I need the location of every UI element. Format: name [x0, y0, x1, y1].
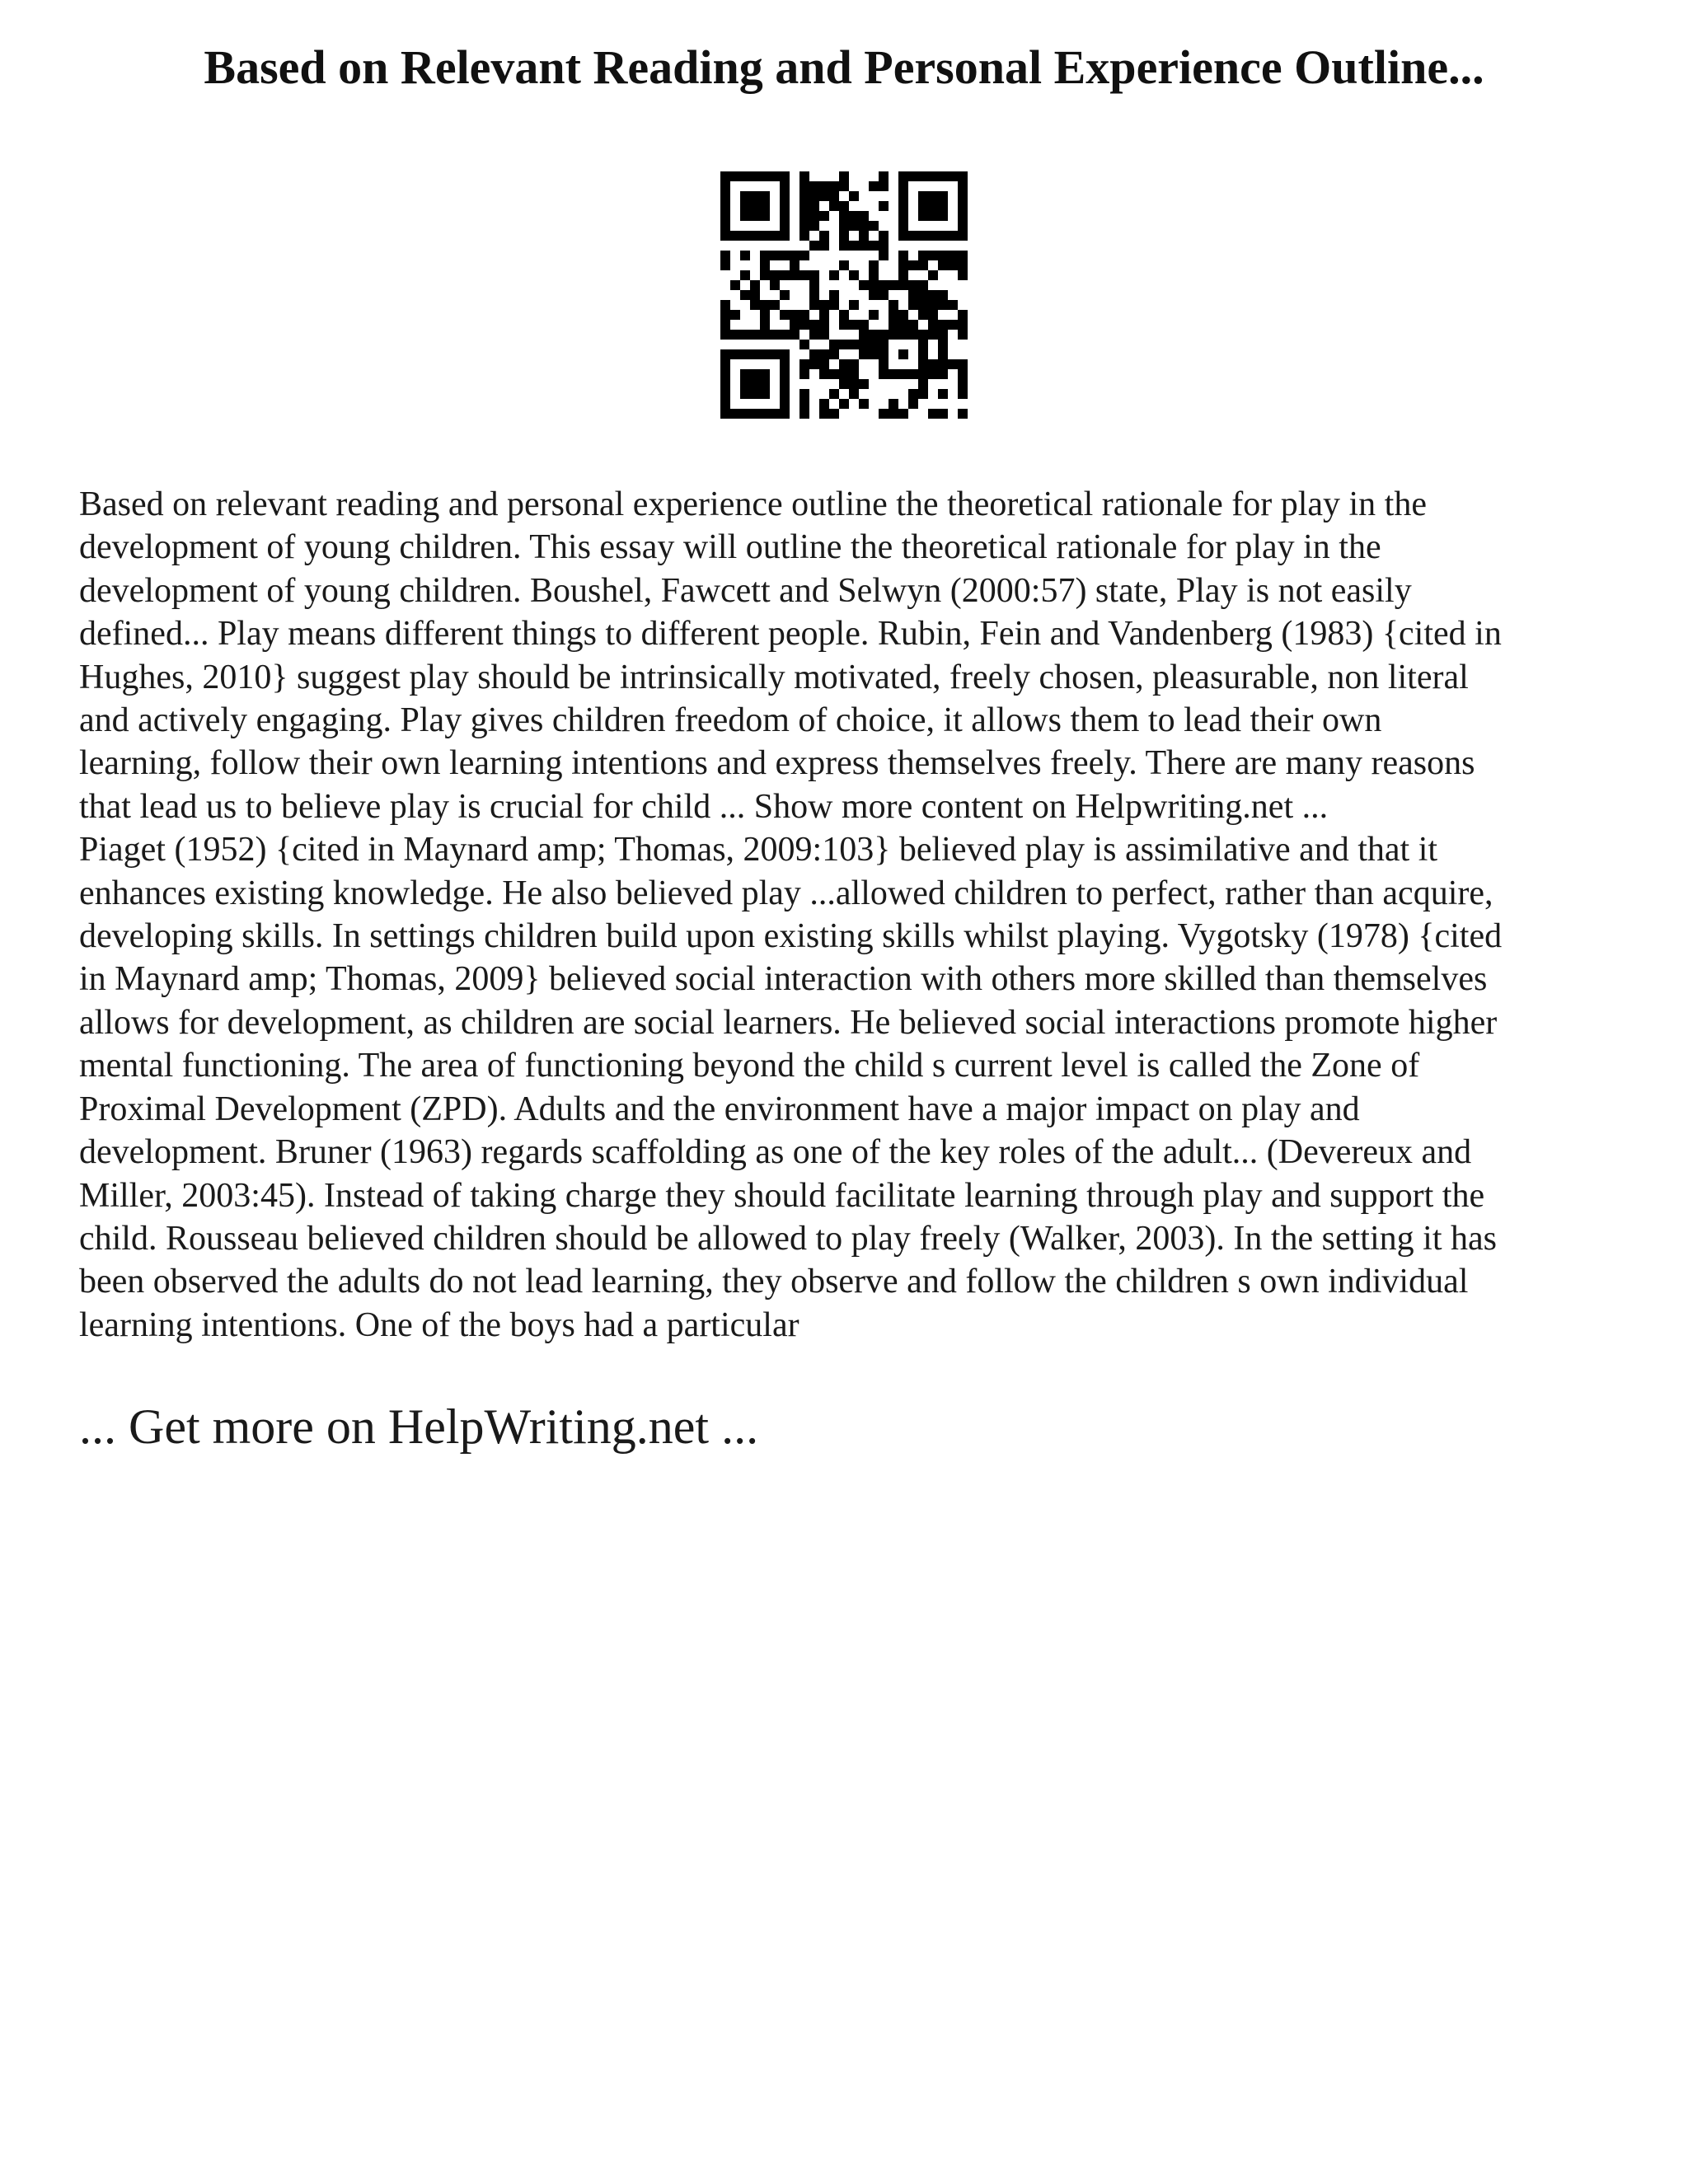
- essay-excerpt: [79, 483, 1620, 1347]
- qr-code-icon: [720, 171, 968, 419]
- essay-line: in Maynard amp; Thomas, 2009} believed social interaction with others more skilled than themselves: [79, 960, 1488, 999]
- page-title: Based on Relevant Reading and Personal Experience Outline...: [204, 40, 1484, 94]
- essay-line: been observed the adults do not lead learning, they observe and follow the children s own individual: [79, 1263, 1469, 1301]
- get-more-link[interactable]: ... Get more on HelpWriting.net ...: [79, 1399, 759, 1454]
- essay-line: learning, follow their own learning intentions and express themselves freely. There are many reasons: [79, 744, 1475, 783]
- essay-line: development of young children. This essay will outline the theoretical rationale for play in the: [79, 528, 1381, 567]
- essay-line: child. Rousseau believed children should be allowed to play freely (Walker, 2003). In the setting it has: [79, 1219, 1497, 1258]
- essay-line: Based on relevant reading and personal experience outline the theoretical rationale for play in the: [79, 485, 1427, 523]
- essay-line: Miller, 2003:45). Instead of taking charge they should facilitate learning through play and support the: [79, 1176, 1485, 1215]
- essay-line: that lead us to believe play is crucial for child ... Show more content on Helpwriting.net ...: [79, 787, 1329, 826]
- essay-line: Piaget (1952) {cited in Maynard amp; Thomas, 2009:103} believed play is assimilative and that it: [79, 831, 1438, 869]
- essay-line: learning intentions. One of the boys had a particular: [79, 1305, 799, 1344]
- essay-line: enhances existing knowledge. He also believed play ...allowed children to perfect, rather than acquire,: [79, 874, 1493, 912]
- essay-line: defined... Play means different things to different people. Rubin, Fein and Vandenberg (1983) {cited in: [79, 615, 1502, 654]
- essay-line: mental functioning. The area of functioning beyond the child s current level is called the Zone of: [79, 1047, 1420, 1085]
- essay-line: Hughes, 2010} suggest play should be intrinsically motivated, freely chosen, pleasurable, non literal: [79, 658, 1469, 696]
- essay-line: developing skills. In settings children build upon existing skills whilst playing. Vygotsky (1978) {cited: [79, 917, 1503, 956]
- essay-line: development. Bruner (1963) regards scaffolding as one of the key roles of the adult... (Devereux and: [79, 1133, 1472, 1172]
- essay-line: Proximal Development (ZPD). Adults and the environment have a major impact on play and: [79, 1090, 1360, 1128]
- essay-line: and actively engaging. Play gives children freedom of choice, it allows them to lead their own: [79, 701, 1382, 740]
- essay-line: allows for development, as children are social learners. He believed social interactions promote higher: [79, 1003, 1498, 1042]
- essay-line: development of young children. Boushel, Fawcett and Selwyn (2000:57) state, Play is not easily: [79, 571, 1412, 610]
